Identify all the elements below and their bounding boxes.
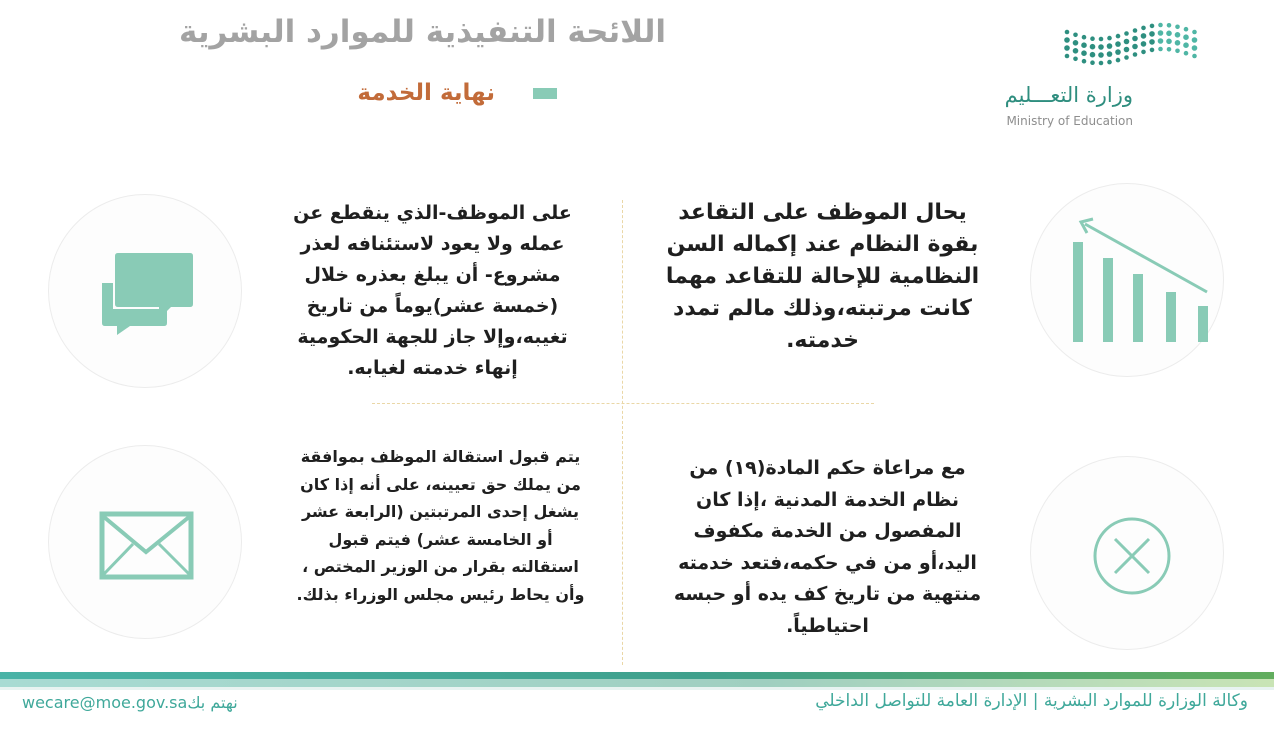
ministry-logo xyxy=(985,22,1205,134)
text-line: يتم قبول استقالة الموظف بموافقة xyxy=(300,447,581,466)
absence-icon-circle xyxy=(48,194,242,388)
text-line: إنهاء خدمته لغيابه. xyxy=(347,357,518,379)
dismissal-text xyxy=(640,453,1015,642)
text-line: نظام الخدمة المدنية ،إذا كان xyxy=(696,488,959,511)
logo-arabic-name: وزارة التعـــليم xyxy=(1004,83,1133,107)
text-line: عمله ولا يعود لاستئنافه لعذر xyxy=(300,233,565,255)
retirement-icon-circle xyxy=(1030,183,1224,377)
text-line: (خمسة عشر)يوماً من تاريخ xyxy=(306,295,559,317)
retirement-text xyxy=(630,197,1015,357)
text-line: استقالته بقرار من الوزير المختص ، xyxy=(302,557,579,576)
text-line: يحال الموظف على التقاعد xyxy=(678,200,967,225)
text-line: أو الخامسة عشر) فيتم قبول xyxy=(328,529,553,549)
horizontal-divider xyxy=(372,403,874,404)
text-line: مشروع- أن يبلغ بعذره خلال xyxy=(304,264,561,286)
section-title: نهاية الخدمة xyxy=(357,80,495,106)
resignation-text xyxy=(258,443,623,608)
text-line: منتهية من تاريخ كف يده أو حبسه xyxy=(673,583,982,605)
absence-text xyxy=(250,198,615,384)
text-line: على الموظف-الذي ينقطع عن xyxy=(293,202,572,224)
declining-bar-chart-icon xyxy=(1031,184,1223,376)
footer-department: وكالة الوزارة للموارد البشرية | الإدارة العامة للتواصل الداخلي xyxy=(815,691,1248,711)
text-line: كانت مرتبته،وذلك مالم تمدد xyxy=(673,296,972,321)
section-marker xyxy=(533,88,557,99)
text-line: اليد،أو من في حكمه،فتعد خدمته xyxy=(678,551,977,574)
close-circle-icon xyxy=(1031,457,1223,649)
chat-bubbles-icon xyxy=(49,195,241,387)
text-line: تغيبه،وإلا جاز للجهة الحكومية xyxy=(297,326,568,348)
logo-english-name: Ministry of Education xyxy=(1006,114,1133,128)
text-line: النظامية للإحالة للتقاعد مهما xyxy=(665,264,980,289)
text-line: بقوة النظام عند إكماله السن xyxy=(666,232,979,257)
text-line: المفصول من الخدمة مكفوف xyxy=(693,520,962,542)
text-line: يشغل إحدى المرتبتين (الرابعة عشر xyxy=(301,502,580,521)
text-line: من يملك حق تعيينه، على أنه إذا كان xyxy=(300,474,581,494)
text-line: مع مراعاة حكم المادة(١٩) من xyxy=(689,457,966,479)
envelope-icon xyxy=(49,446,241,638)
text-line: خدمته. xyxy=(786,328,859,353)
logo-dots-icon xyxy=(1061,22,1201,70)
page-title: اللائحة التنفيذية للموارد البشرية xyxy=(179,14,666,50)
text-line: احتياطياً. xyxy=(786,614,869,637)
text-line: وأن يحاط رئيس مجلس الوزراء بذلك. xyxy=(296,584,585,604)
footer-email: wecare@moe.gov.saنهتم بك xyxy=(22,693,238,712)
dismissal-icon-circle xyxy=(1030,456,1224,650)
resignation-icon-circle xyxy=(48,445,242,639)
